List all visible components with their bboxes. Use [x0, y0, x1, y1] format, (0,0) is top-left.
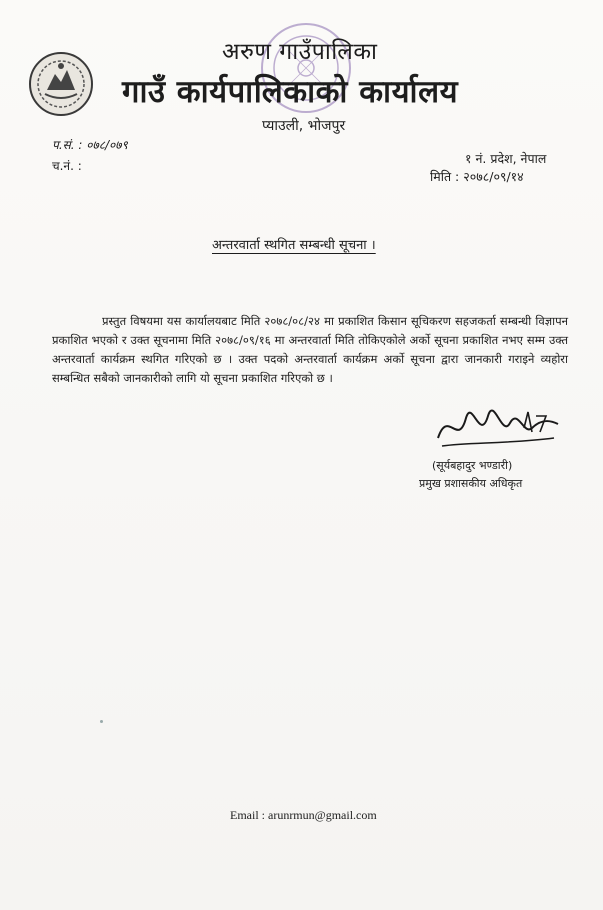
notice-subject: अन्तरवार्ता स्थगित सम्बन्धी सूचना ।	[212, 238, 376, 253]
letter-date: मिति : २०७८/०९/१४	[430, 169, 524, 184]
signatory-name: (सूर्यबहादुर भण्डारी)	[432, 459, 513, 472]
footer-email: Email : arunrmun@gmail.com	[230, 808, 377, 822]
notice-body: प्रस्तुत विषयमा यस कार्यालयबाट मिति २०७८/०८/२४ मा प्रकाशित किसान सूचिकरण सहजकर्ता सम्बन्धी विज्ञापन प्रकाशित भएको र उक्त सूचनामा मिति २०७८/०९/१६ मा अन्तरवार्ता मिति तोकिएकोले अर्को सूचना प्रकाशित नभए सम्म उक्त अन्तरवार्ता कार्यक्रम स्थगित गरिएको छ । उक्त पदको अन्तरवार्ता कार्यक्रम अर्को सूचना द्वारा जानकारी गराइने व्यहोरा सम्बन्धित सबैको जानकारीको लागि यो सूचना प्रकाशित गरिएको छ ।	[52, 314, 568, 385]
province-address: १ नं. प्रदेश, नेपाल	[465, 151, 547, 166]
office-location: प्याउली, भोजपुर	[262, 118, 346, 134]
page-speck	[100, 720, 103, 723]
nepal-emblem-icon	[27, 50, 95, 118]
office-name: गाउँ कार्यपालिकाको कार्यालय	[122, 74, 459, 110]
signature-icon	[428, 388, 568, 460]
dispatch-number: च.नं. :	[52, 159, 82, 173]
municipality-name: अरुण गाउँपालिका	[222, 39, 378, 65]
letter-number: प.सं. : ०७८/०७९	[52, 138, 128, 152]
signatory-title: प्रमुख प्रशासकीय अधिकृत	[419, 477, 523, 490]
